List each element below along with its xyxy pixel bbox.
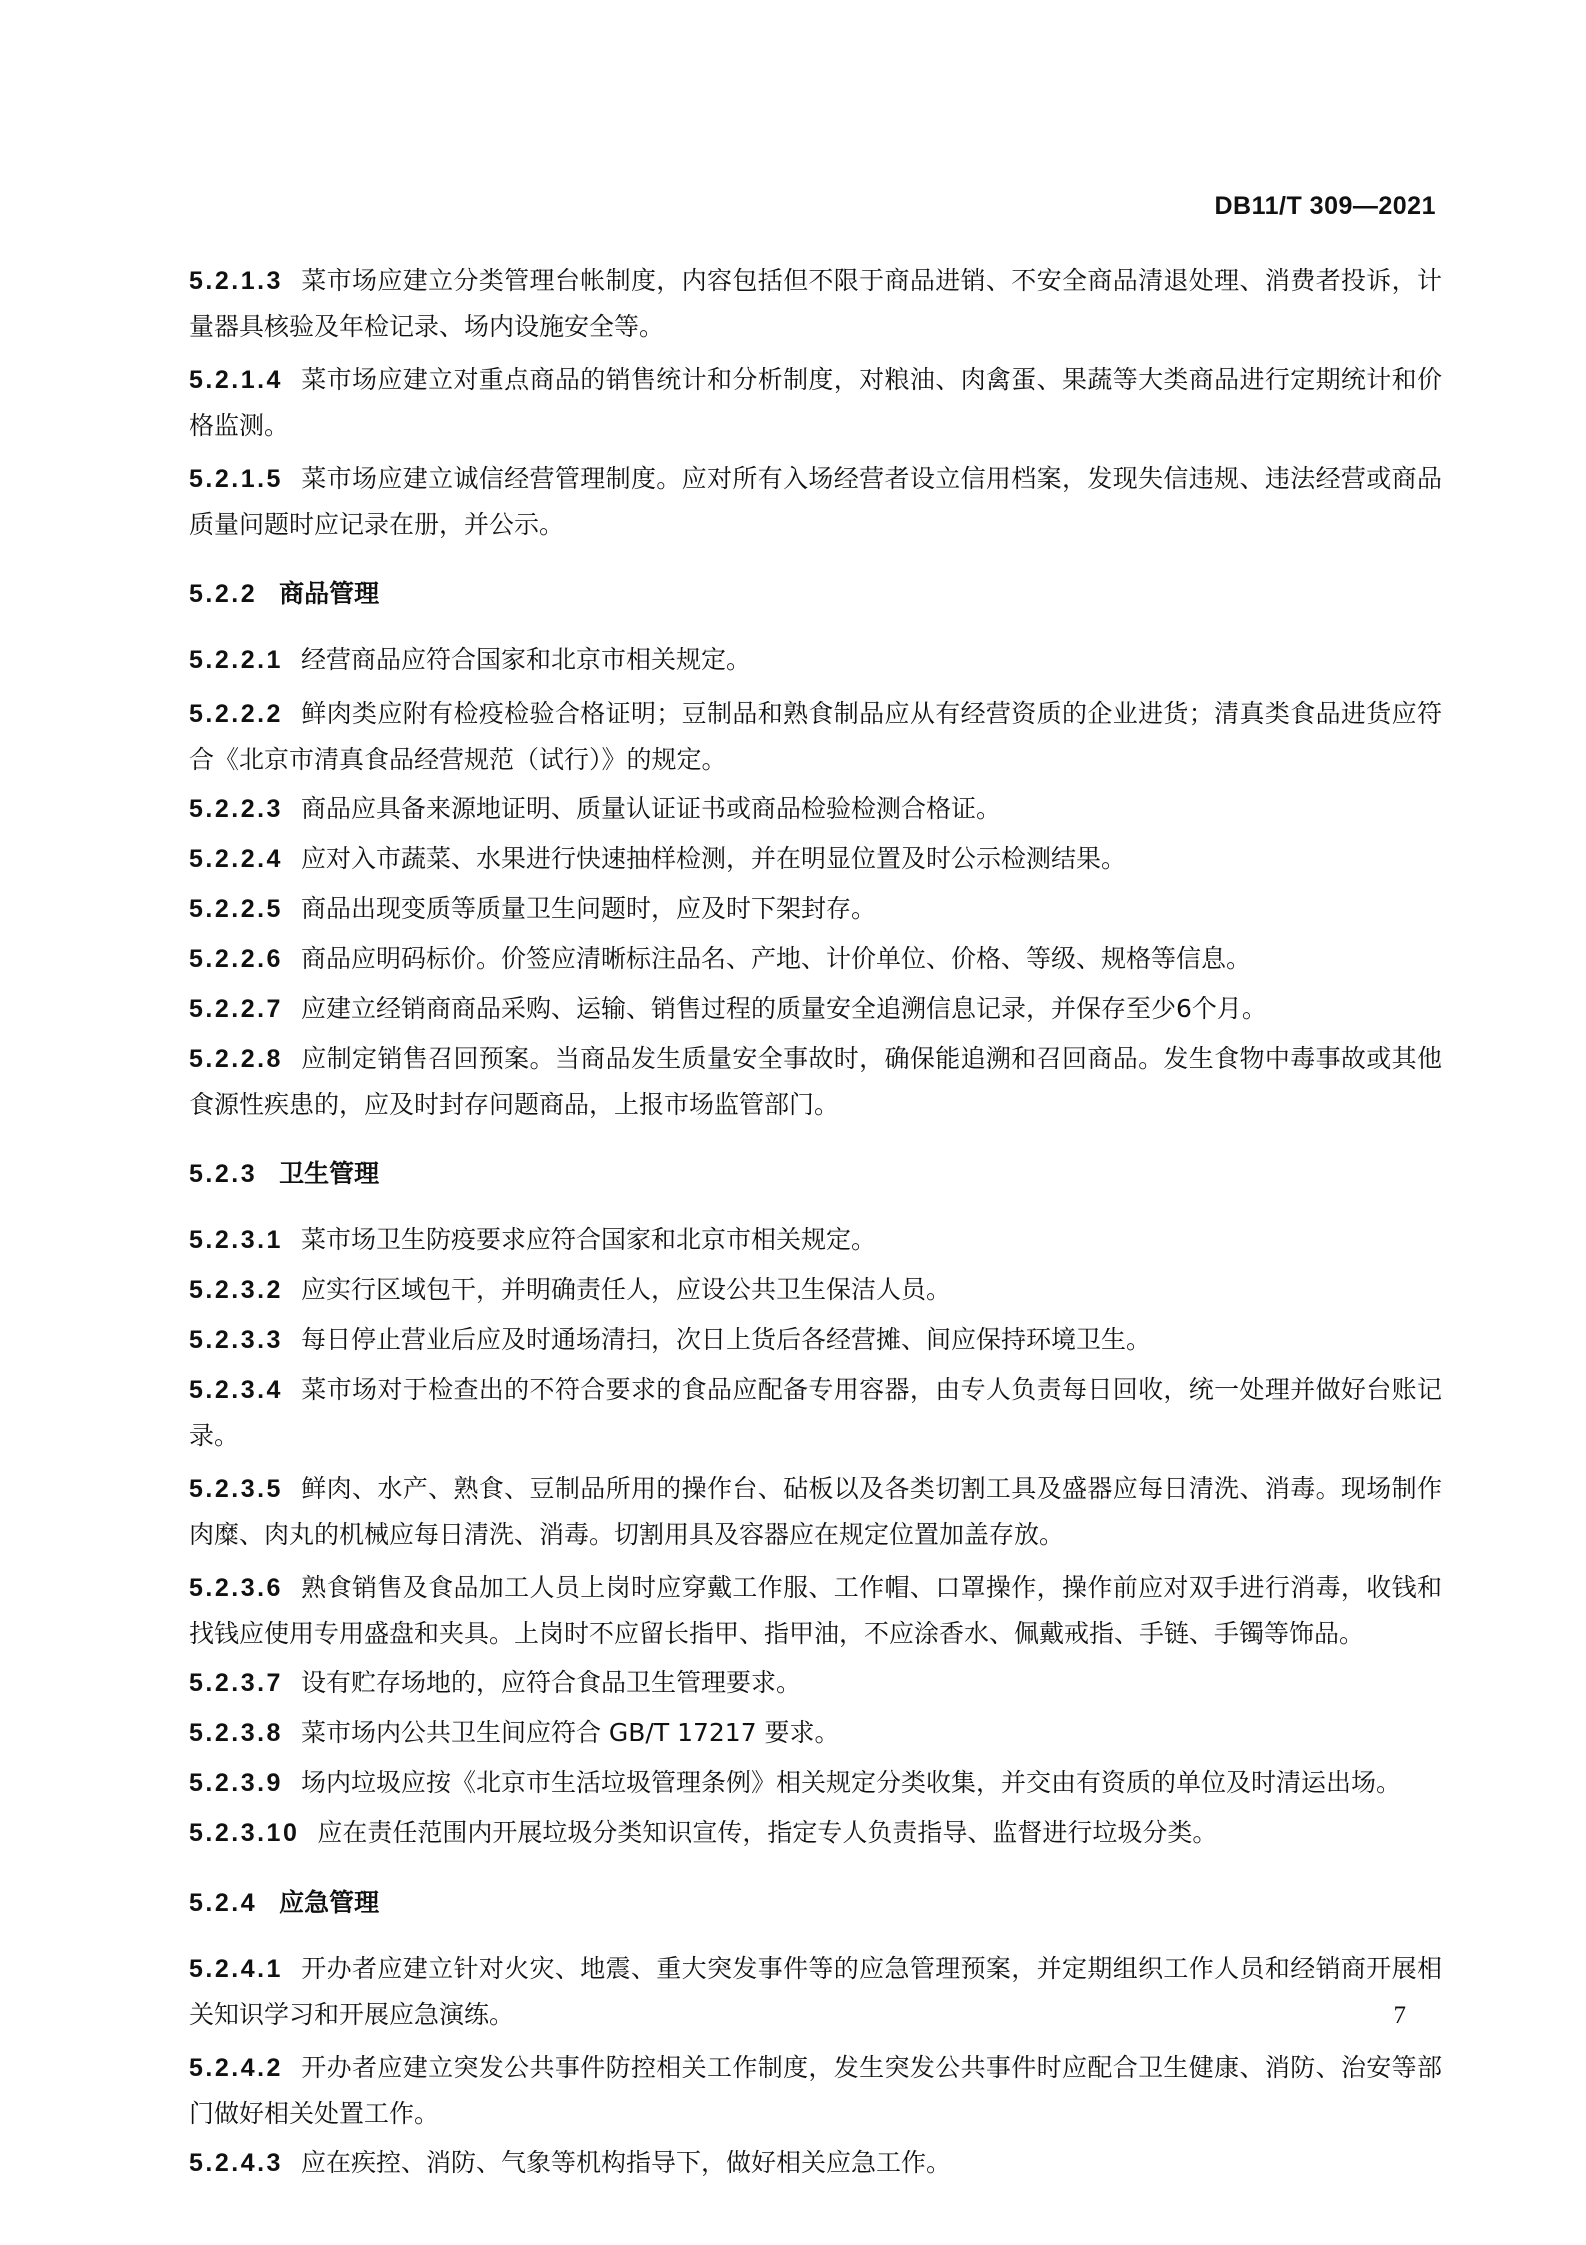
- clause-text: 菜市场对于检查出的不符合要求的食品应配备专用容器，由专人负责每日回收，统一处理并做好台账记录。: [189, 1375, 1442, 1450]
- clause-number: 5.2.3.9: [189, 1769, 283, 1797]
- clause-text: 每日停止营业后应及时通场清扫，次日上货后各经营摊、间应保持环境卫生。: [300, 1325, 1151, 1354]
- clause-number: 5.2.1.4: [189, 366, 283, 394]
- clause: [189, 1565, 1442, 1656]
- clause-text: 应建立经销商商品采购、运输、销售过程的质量安全追溯信息记录，并保存至少6个月。: [300, 994, 1267, 1023]
- clause: [189, 836, 1442, 882]
- clause-number: 5.2.2.7: [189, 995, 283, 1023]
- clause-text: 开办者应建立突发公共事件防控相关工作制度，发生突发公共事件时应配合卫生健康、消防、治安等部门做好相关处置工作。: [189, 2053, 1442, 2128]
- clause: [189, 786, 1442, 832]
- clause-number: 5.2.3.7: [189, 1669, 283, 1697]
- clause-number: 5.2.3.1: [189, 1226, 283, 1254]
- section-heading: [189, 1880, 1442, 1926]
- section-title: 商品管理: [279, 579, 380, 608]
- document-body: [189, 258, 1442, 2186]
- clause: [189, 2045, 1442, 2136]
- clause: [189, 986, 1442, 1032]
- document-code: DB11/T 309—2021: [1214, 192, 1436, 220]
- clause: [189, 637, 1442, 683]
- clause: [189, 1946, 1442, 2037]
- clause: [189, 886, 1442, 932]
- clause: [189, 691, 1442, 782]
- clause-number: 5.2.4.2: [189, 2054, 283, 2082]
- clause-text: 商品出现变质等质量卫生问题时，应及时下架封存。: [300, 894, 876, 923]
- page-number: 7: [1393, 2002, 1406, 2029]
- section-number: 5.2.3: [189, 1160, 258, 1188]
- clause-text: 场内垃圾应按《北京市生活垃圾管理条例》相关规定分类收集，并交由有资质的单位及时清运出场。: [300, 1768, 1401, 1797]
- clause-text: 菜市场应建立分类管理台帐制度，内容包括但不限于商品进销、不安全商品清退处理、消费者投诉，计量器具核验及年检记录、场内设施安全等。: [189, 266, 1442, 341]
- clause-text: 应在疾控、消防、气象等机构指导下，做好相关应急工作。: [300, 2148, 951, 2177]
- clause-text: 菜市场内公共卫生间应符合 GB/T 17217 要求。: [300, 1718, 840, 1747]
- clause-text: 开办者应建立针对火灾、地震、重大突发事件等的应急管理预案，并定期组织工作人员和经销商开展相关知识学习和开展应急演练。: [189, 1954, 1442, 2029]
- clause-text: 经营商品应符合国家和北京市相关规定。: [300, 645, 751, 674]
- clause-number: 5.2.2.5: [189, 895, 283, 923]
- clause-number: 5.2.3.3: [189, 1326, 283, 1354]
- clause-text: 应实行区域包干，并明确责任人，应设公共卫生保洁人员。: [300, 1275, 951, 1304]
- clause: [189, 936, 1442, 982]
- clause: [189, 1810, 1442, 1856]
- clause-text: 菜市场应建立诚信经营管理制度。应对所有入场经营者设立信用档案，发现失信违规、违法经营或商品质量问题时应记录在册，并公示。: [189, 464, 1442, 539]
- clause-number: 5.2.2.8: [189, 1045, 283, 1073]
- section-number: 5.2.4: [189, 1889, 258, 1917]
- clause: [189, 456, 1442, 547]
- clause-number: 5.2.3.8: [189, 1719, 283, 1747]
- clause-number: 5.2.2.4: [189, 845, 283, 873]
- clause-text: 鲜肉类应附有检疫检验合格证明；豆制品和熟食制品应从有经营资质的企业进货；清真类食品进货应符合《北京市清真食品经营规范（试行）》的规定。: [189, 699, 1442, 774]
- clause: [189, 1760, 1442, 1806]
- clause: [189, 1036, 1442, 1127]
- clause: [189, 1710, 1442, 1756]
- clause-text: 熟食销售及食品加工人员上岗时应穿戴工作服、工作帽、口罩操作，操作前应对双手进行消毒，收钱和找钱应使用专用盛盘和夹具。上岗时不应留长指甲、指甲油，不应涂香水、佩戴戒指、手链、手镯等饰品。: [189, 1573, 1442, 1648]
- clause-number: 5.2.4.3: [189, 2149, 283, 2177]
- clause-number: 5.2.3.6: [189, 1574, 283, 1602]
- clause-number: 5.2.2.1: [189, 646, 283, 674]
- clause-number: 5.2.3.10: [189, 1819, 300, 1847]
- clause-number: 5.2.4.1: [189, 1955, 283, 1983]
- clause-number: 5.2.1.5: [189, 465, 283, 493]
- clause-text: 设有贮存场地的，应符合食品卫生管理要求。: [300, 1668, 801, 1697]
- clause-text: 应在责任范围内开展垃圾分类知识宣传，指定专人负责指导、监督进行垃圾分类。: [317, 1818, 1218, 1847]
- clause-number: 5.2.2.3: [189, 795, 283, 823]
- section-heading: [189, 571, 1442, 617]
- clause: [189, 258, 1442, 349]
- clause: [189, 2140, 1442, 2186]
- clause-number: 5.2.2.6: [189, 945, 283, 973]
- clause-number: 5.2.1.3: [189, 267, 283, 295]
- clause: [189, 1660, 1442, 1706]
- section-title: 应急管理: [279, 1888, 380, 1917]
- clause-number: 5.2.3.5: [189, 1475, 283, 1503]
- clause-text: 应对入市蔬菜、水果进行快速抽样检测，并在明显位置及时公示检测结果。: [300, 844, 1126, 873]
- clause-text: 商品应具备来源地证明、质量认证证书或商品检验检测合格证。: [300, 794, 1001, 823]
- clause-number: 5.2.3.2: [189, 1276, 283, 1304]
- section-title: 卫生管理: [279, 1159, 380, 1188]
- section-number: 5.2.2: [189, 580, 258, 608]
- clause-text: 鲜肉、水产、熟食、豆制品所用的操作台、砧板以及各类切割工具及盛器应每日清洗、消毒。现场制作肉糜、肉丸的机械应每日清洗、消毒。切割用具及容器应在规定位置加盖存放。: [189, 1474, 1442, 1549]
- clause: [189, 357, 1442, 448]
- section-heading: [189, 1151, 1442, 1197]
- clause-number: 5.2.2.2: [189, 700, 283, 728]
- clause: [189, 1217, 1442, 1263]
- clause-number: 5.2.3.4: [189, 1376, 283, 1404]
- clause-text: 商品应明码标价。价签应清晰标注品名、产地、计价单位、价格、等级、规格等信息。: [300, 944, 1251, 973]
- clause: [189, 1317, 1442, 1363]
- clause: [189, 1466, 1442, 1557]
- clause: [189, 1367, 1442, 1458]
- clause-text: 菜市场卫生防疫要求应符合国家和北京市相关规定。: [300, 1225, 876, 1254]
- clause-text: 应制定销售召回预案。当商品发生质量安全事故时，确保能追溯和召回商品。发生食物中毒事故或其他食源性疾患的，应及时封存问题商品，上报市场监管部门。: [189, 1044, 1442, 1119]
- clause-text: 菜市场应建立对重点商品的销售统计和分析制度，对粮油、肉禽蛋、果蔬等大类商品进行定期统计和价格监测。: [189, 365, 1442, 440]
- clause: [189, 1267, 1442, 1313]
